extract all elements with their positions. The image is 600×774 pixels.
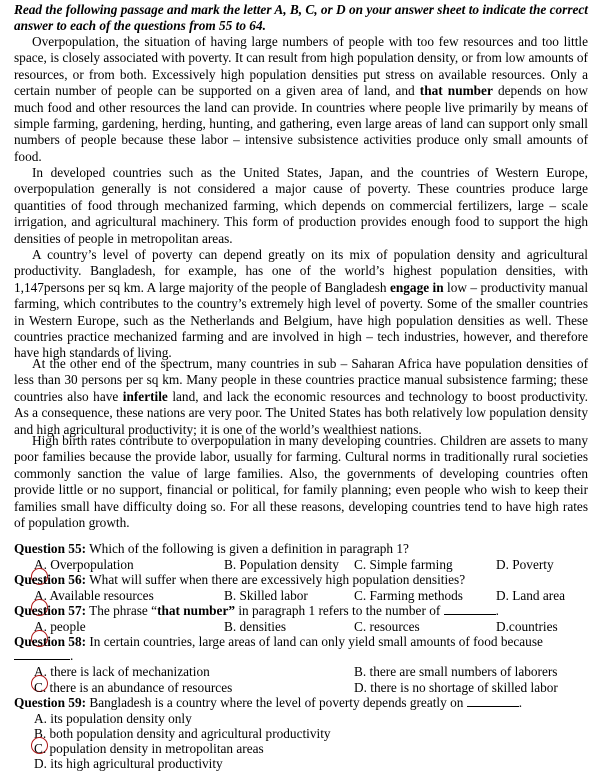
q57-option-c[interactable]: C. resources: [354, 619, 420, 634]
paragraph-1-text-a: Overpopulation, the situation of having large numbers of people with too few resources and too little space, is closely associated with poverty. It can result from high population density, or from low amounts of resources, or from both. Excessively high population densities put stress on available resources. Only a certain number of people can be supported on a given area of land, and: [14, 34, 588, 99]
q57-option-a-label: A. people: [34, 619, 86, 634]
paragraph-1-text-b: depends on how much food and other resources the land can provide. In countries where people live primarily by means of simple farming, gardening, herding, hunting, and gathering, even large areas of land can support only small numbers of people because these labor – intensive subsistence activities produce only small amounts of food.: [14, 83, 588, 164]
q55-option-d[interactable]: D. Poverty: [496, 557, 554, 572]
q57-option-a[interactable]: [34, 619, 86, 635]
question-55-label: Question 55:: [14, 541, 87, 556]
q58-option-b[interactable]: B. there are small numbers of laborers: [354, 664, 558, 679]
paragraph-3-bold-phrase: engage in: [389, 279, 444, 295]
question-58-blank-line: .: [14, 648, 588, 664]
q56-option-b[interactable]: B. Skilled labor: [224, 588, 308, 603]
q57-option-d[interactable]: D.countries: [496, 619, 558, 634]
question-57: Question 57: The phrase “that number” in paragraph 1 refers to the number of .: [14, 603, 499, 618]
answer-blank: [467, 695, 519, 707]
q56-option-a-label: A. Available resources: [34, 588, 154, 603]
paragraph-3-text-b: low – productivity manual farming, which contributes to the country’s extremely high level of poverty. Some of the smaller countries in Western Europe, such as the Netherlands and Belgium, have high population densities as well. These countries practice mechanized farming and are involved in high – tech industries, however, and therefore have high standards of living.: [14, 279, 589, 361]
paragraph-4-text-a: At the other end of the spectrum, many countries in sub – Saharan Africa have population densities of less than 30 persons per sq km. Many people in these countries practice manual subsistence farming; these countries also have: [14, 356, 588, 404]
q55-option-b[interactable]: B. Population density: [224, 557, 339, 572]
answer-blank: [14, 648, 70, 660]
paragraph-3-text-a: A country’s level of poverty can depend greatly on its mix of population density and agricultural productivity. Bangladesh, for example, has one of the world’s highest population densities, with 1,147persons per sq km. A large majority of the people of Bangladesh: [14, 247, 588, 295]
q58-option-d[interactable]: D. there is no shortage of skilled labor: [354, 680, 558, 695]
paragraph-4-text-b: land, and lack the economic resources and technology to boost productivity. As a consequence, these nations are very poor. The United States has both relatively low population density and high agricultural productivity; it is one of the world’s wealthiest nations.: [14, 388, 588, 437]
q59-option-d[interactable]: D. its high agricultural productivity: [34, 756, 223, 771]
question-58-text: In certain countries, large areas of land can only yield small amounts of food because: [89, 634, 543, 649]
question-56-text: What will suffer when there are excessively high population densities?: [89, 572, 466, 587]
question-55-text: Which of the following is given a definition in paragraph 1?: [89, 541, 409, 556]
q59-option-a[interactable]: A. its population density only: [34, 711, 192, 726]
instruction-text: Read the following passage and mark the letter A, B, C, or D on your answer sheet to indicate the correct answer to each of the questions from 55 to 64.: [14, 2, 588, 33]
q58-option-a-label: A. there is lack of mechanization: [34, 664, 210, 679]
question-56: [14, 572, 588, 588]
q55-option-c[interactable]: C. Simple farming: [354, 557, 453, 572]
paragraph-4-bold-word: infertile: [122, 388, 168, 404]
question-59-text: Bangladesh is a country where the level of poverty depends greatly on: [89, 695, 464, 710]
paragraph-3: [14, 247, 588, 362]
paragraph-2: In developed countries such as the United States, Japan, and the countries of Western Europe, overpopulation generally is not considered a major cause of poverty. These countries produce large quantities of food through mechanized farming, which depends on commercial fertilizers, large – scale irrigation, and agricultural machinery. This form of production provides enough food to support the high densities of people in metropolitan areas.: [14, 165, 588, 246]
paragraph-1-bold-phrase: that number: [419, 83, 493, 99]
q59-option-b-label: B. both population density and agricultural productivity: [34, 726, 331, 741]
question-59: Question 59: Bangladesh is a country where the level of poverty depends greatly on .: [14, 695, 523, 710]
question-59-label: Question 59:: [14, 695, 87, 710]
answer-blank: [444, 603, 496, 615]
question-56-label: Question 56:: [14, 572, 87, 587]
question-57-text-a: The phrase “: [89, 603, 158, 618]
question-57-label: Question 57:: [14, 603, 87, 618]
paragraph-5: High birth rates contribute to overpopulation in many developing countries. Children are assets to many poor families because the provide labor, usually for farming. Cultural norms in traditionally rural societies commonly sanction the value of large families. Also, the governments of developing countries often provide little or no support, financial or political, for family planning; even people who wish to keep their families small have difficulty doing so. For all these reasons, developing countries tend to have high rates of population growth.: [14, 433, 588, 531]
q58-option-c[interactable]: C. there is an abundance of resources: [34, 680, 233, 695]
q56-option-d[interactable]: D. Land area: [496, 588, 566, 603]
q59-option-c[interactable]: C. population density in metropolitan areas: [34, 741, 264, 756]
q55-option-a-label: A. Overpopulation: [34, 557, 134, 572]
question-57-text-b: in paragraph 1 refers to the number of: [235, 603, 441, 618]
q55-option-a[interactable]: [34, 557, 134, 573]
q58-option-a[interactable]: [34, 664, 210, 680]
q56-option-c[interactable]: C. Farming methods: [354, 588, 463, 603]
paragraph-1: [14, 34, 588, 165]
q56-option-a[interactable]: [34, 588, 154, 604]
question-57-bold-phrase: that number”: [157, 603, 235, 618]
question-58-label: Question 58:: [14, 634, 87, 649]
paragraph-4: [14, 356, 588, 438]
q59-option-b[interactable]: [34, 726, 331, 742]
q57-option-b[interactable]: B. densities: [224, 619, 287, 634]
question-55: [14, 541, 588, 557]
